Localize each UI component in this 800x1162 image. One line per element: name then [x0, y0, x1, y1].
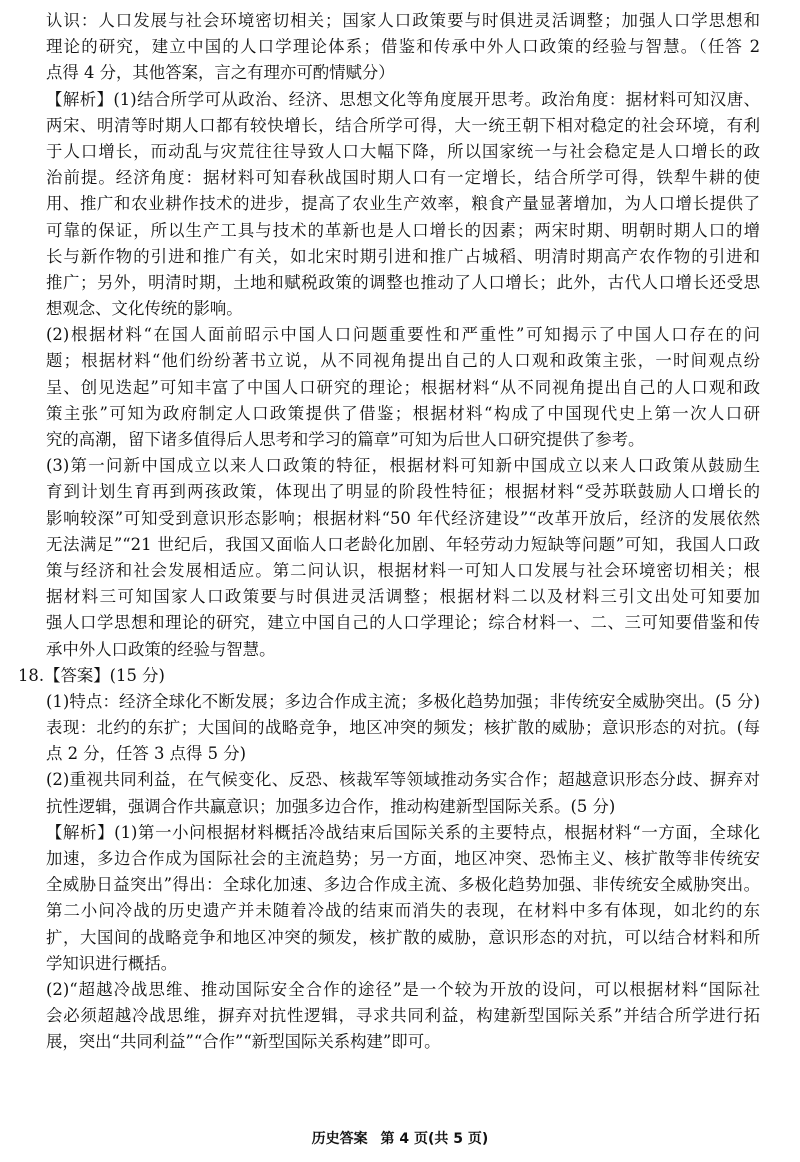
text-line-10: 长与新作物的引进和推广有关，如北宋时期引进和推广占城稻、明清时期高产农作物的引进和: [46, 246, 760, 266]
text-line-34: 全威胁日益突出”得出：全球化加速、多边合作成主流、多极化趋势加强、非传统安全威胁突出。: [46, 875, 760, 895]
text-line-17: 究的高潮，留下诸多值得后人思考和学习的篇章”可知为后世人口研究提供了参考。: [46, 430, 645, 449]
footer-page-number: 第 4 页(共 5 页): [380, 1131, 489, 1147]
text-line-37: 学知识进行概括。: [46, 953, 178, 973]
text-line-16: 策主张”可知为政府制定人口政策提供了借鉴；根据材料“构成了中国现代史上第一次人口研: [46, 403, 760, 423]
text-line-25: 承中外人口政策的经验与智慧。: [46, 639, 276, 659]
text-line-30: (2)重视共同利益，在气候变化、反恐、核裁军等领域推动务实合作；超越意识形态分歧、摒弃对: [46, 770, 760, 790]
text-line-7: 治前提。经济角度：据材料可知春秋战国时期人口有一定增长，结合所学可得，铁犁牛耕的使: [46, 168, 760, 188]
text-line-4: 【解析】(1)结合所学可从政治、经济、思想文化等角度展开思考。政治角度：据材料可知汉唐、: [46, 89, 760, 109]
text-line-33: 加速，多边合作成为国际社会的主流趋势；另一方面，地区冲突、恐怖主义、核扩散等非传统安: [46, 849, 760, 868]
text-line-11: 推广；另外，明清时期，土地和赋税政策的调整也推动了人口增长；此外，古代人口增长还受思: [46, 272, 760, 292]
text-line-19: 育到计划生育再到两孩政策，体现出了明显的阶段性特征；根据材料“受苏联鼓励人口增长的: [46, 482, 760, 502]
text-line-39: 会必须超越冷战思维，摒弃对抗性逻辑，寻求共同利益，构建新型国际关系”并结合所学进行拓: [46, 1006, 760, 1026]
text-line-40: 展，突出“共同利益”“合作”“新型国际关系构建”即可。: [46, 1032, 441, 1052]
text-line-22: 策与经济和社会发展相适应。第二问认识，根据材料一可知人口发展与社会环境密切相关；根: [46, 560, 760, 580]
text-line-9: 可靠的保证，所以生产工具与技术的革新也是人口增长的因素；两宋时期、明朝时期人口的增: [46, 220, 760, 240]
text-line-35: 第二小问冷战的历史遗产并未随着冷战的结束而消失的表现，在材料中多有体现，如北约的东: [46, 901, 760, 921]
text-line-23: 据材料三可知国家人口政策要与时俱进灵活调整；根据材料二以及材料三引文出处可知要加: [46, 587, 760, 607]
text-line-8: 用、推广和农业耕作技术的进步，提高了农业生产效率，粮食产量显著增加，为人口增长提供了: [46, 194, 760, 214]
answer-page: [18, 8, 760, 1056]
text-line-3: 点得 4 分，其他答案，言之有理亦可酌情赋分）: [46, 63, 395, 83]
text-line-15: 呈、创见迭起”可知丰富了中国人口研究的理论；根据材料“从不同视角提出自己的人口观和政: [46, 377, 760, 397]
question-18-heading: 18.【答案】(15 分): [18, 665, 165, 685]
text-line-24: 强人口学思想和理论的研究，建立中国自己的人口学理论；综合材料一、二、三可知要借鉴和传: [46, 613, 760, 633]
text-line-5: 两宋、明清等时期人口都有较快增长，结合所学可得，大一统王朝下相对稳定的社会环境，有利: [46, 115, 760, 135]
text-line-20: 影响较深”可知受到意识形态影响；根据材料“50 年代经济建设”“改革开放后，经济的发展依然: [46, 508, 760, 528]
text-line-21: 无法满足”“21 世纪后，我国又面临人口老龄化加剧、年轻劳动力短缺等问题”可知，我国人口政: [46, 534, 760, 554]
text-line-32: 【解析】(1)第一小问根据材料概括冷战结束后国际关系的主要特点，根据材料“一方面，全球化: [46, 822, 760, 842]
text-line-29: 点 2 分，任答 3 点得 5 分): [46, 744, 247, 764]
text-line-27: (1)特点：经济全球化不断发展；多边合作成主流；多极化趋势加强；非传统安全威胁突出。(5 分): [46, 691, 760, 711]
page-footer: [0, 1128, 800, 1148]
text-line-13: (2)根据材料“在国人面前昭示中国人口问题重要性和严重性”可知揭示了中国人口存在的问: [46, 325, 760, 345]
text-line-14: 题；根据材料“他们纷纷著书立说，从不同视角提出自己的人口观和政策主张，一时间观点纷: [46, 351, 760, 371]
text-line-12: 想观念、文化传统的影响。: [46, 299, 243, 319]
text-line-6: 于人口增长，而动乱与灾荒往往导致人口大幅下降，所以国家统一与社会稳定是人口增长的政: [46, 141, 760, 161]
text-line-1: 认识：人口发展与社会环境密切相关；国家人口政策要与时俱进灵活调整；加强人口学思想和: [46, 11, 760, 30]
text-line-28: 表现：北约的东扩；大国间的战略竞争，地区冲突的频发；核扩散的威胁；意识形态的对抗。(每: [46, 718, 760, 738]
text-line-2: 理论的研究，建立中国的人口学理论体系；借鉴和传承中外人口政策的经验与智慧。（任答 2: [46, 37, 760, 57]
text-line-38: (2)“超越冷战思维、推动国际安全合作的途径”是一个较为开放的设问，可以根据材料“国际社: [46, 979, 760, 999]
footer-subject: 历史答案: [311, 1131, 368, 1147]
text-line-36: 扩，大国间的战略竞争和地区冲突的频发，核扩散的威胁，意识形态的对抗，可以结合材料和所: [46, 927, 760, 947]
text-line-31: 抗性逻辑，强调合作共赢意识；加强多边合作，推动构建新型国际关系。(5 分): [46, 796, 616, 816]
text-line-18: (3)第一问新中国成立以来人口政策的特征，根据材料可知新中国成立以来人口政策从鼓励生: [46, 456, 760, 476]
